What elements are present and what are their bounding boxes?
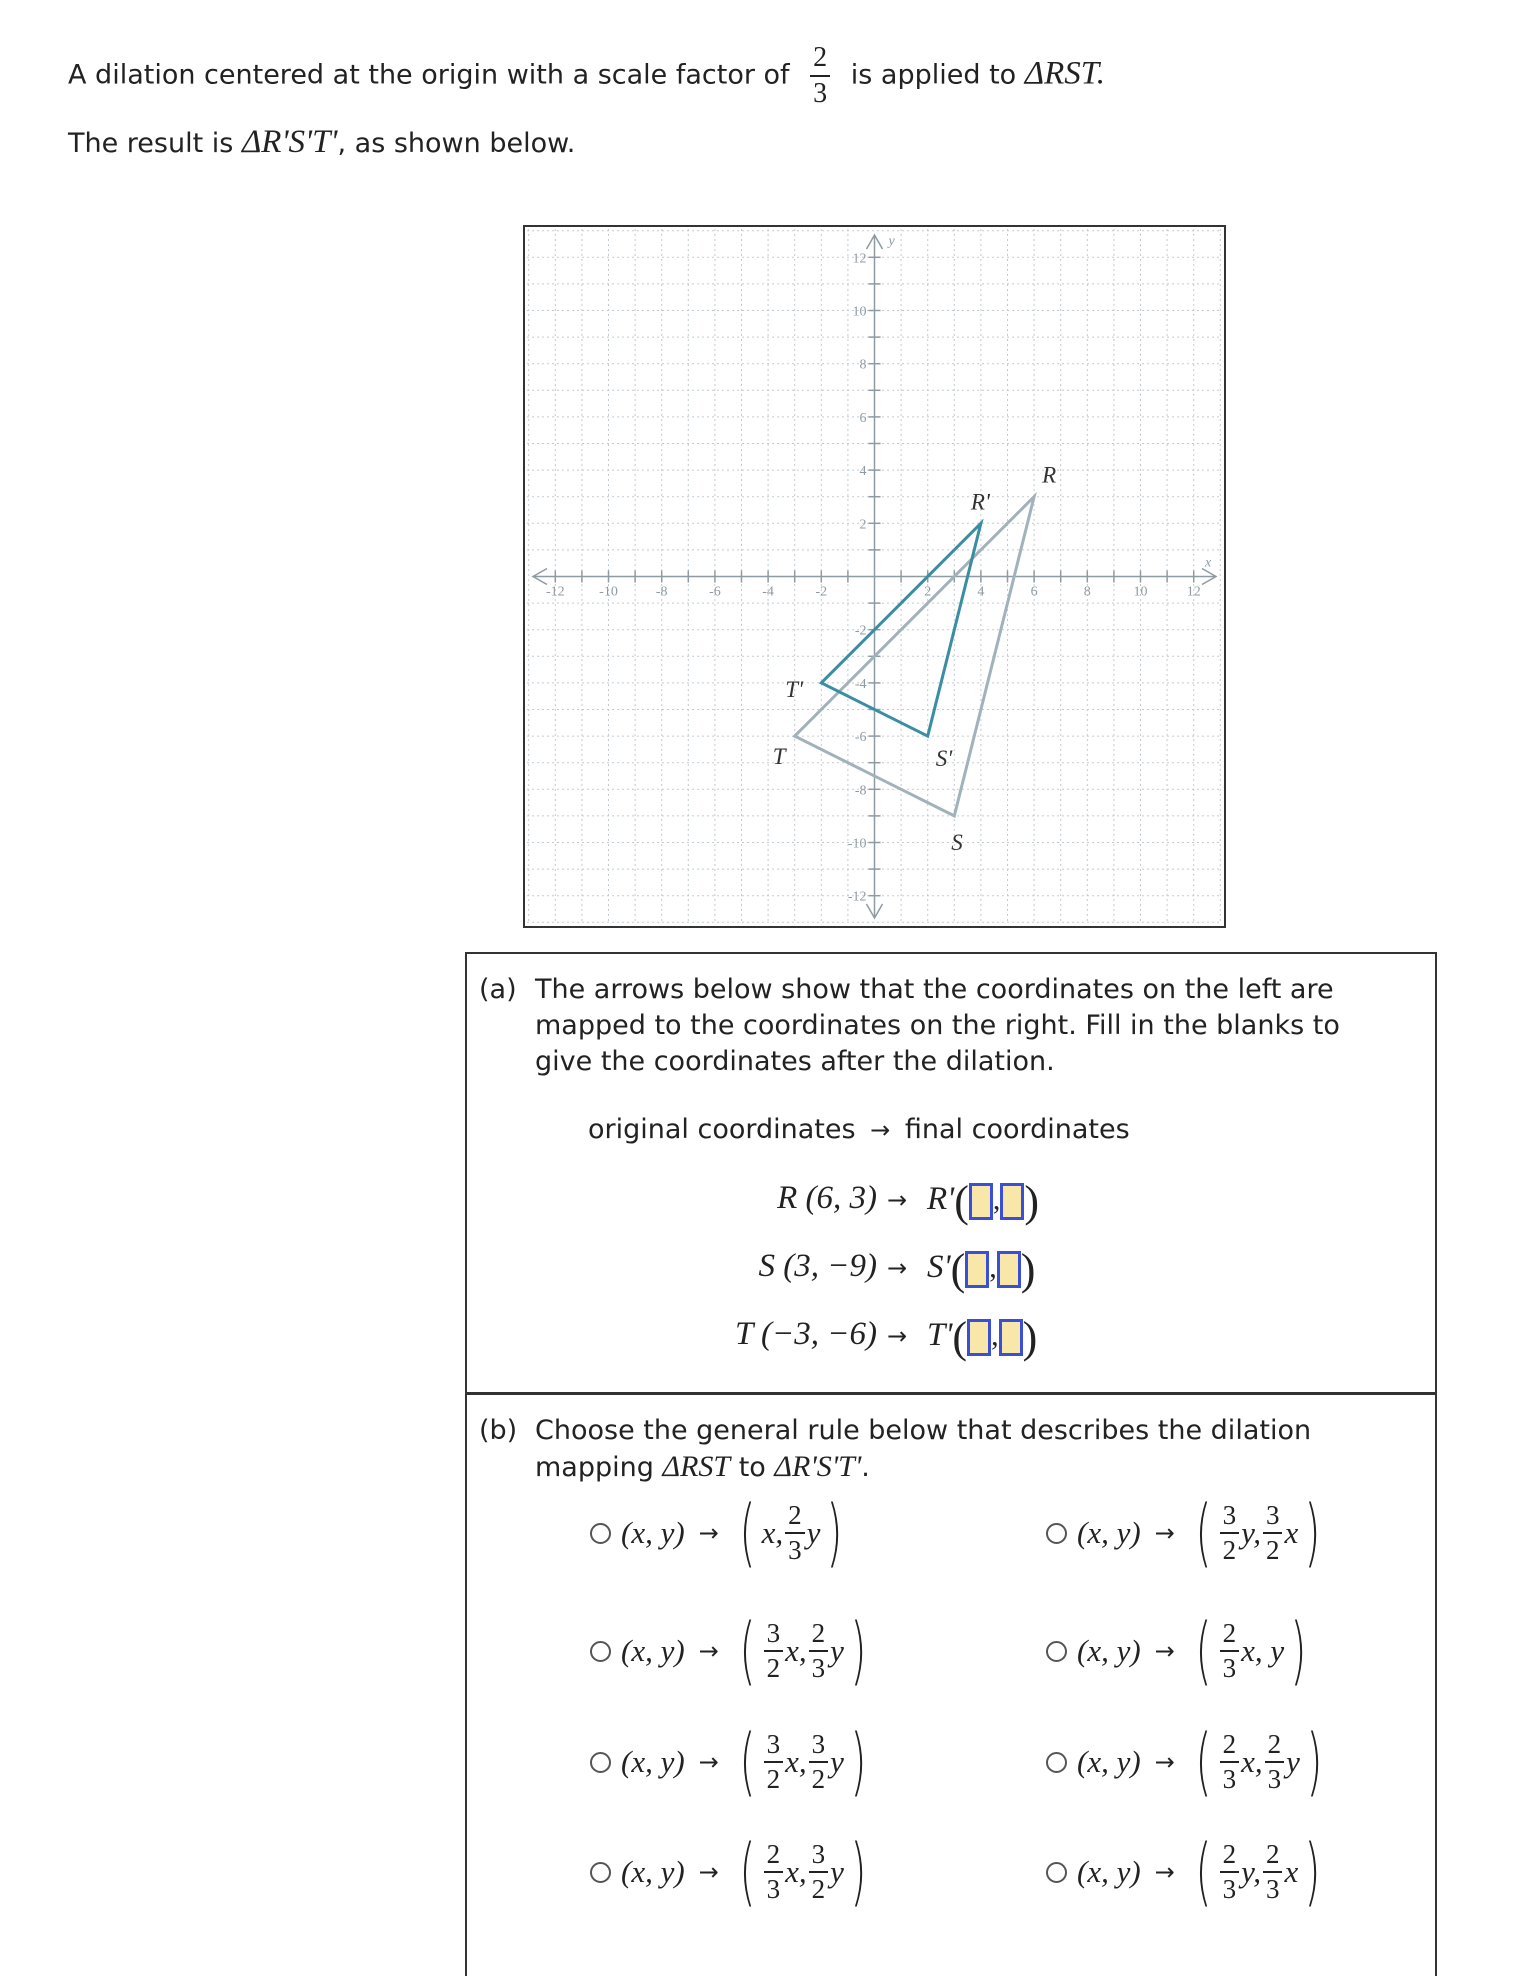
rule-coef-b-numerator: 2 [785,1502,805,1534]
image-r-label: R' [927,1181,955,1218]
scale-factor-denominator: 3 [813,78,828,109]
image-s-label: S' [927,1249,951,1286]
rule-coef-a-denominator: 3 [1222,1874,1237,1904]
rule-term-a: x, y [1241,1633,1285,1668]
big-close-paren: ) [1304,1490,1321,1576]
rule-domain: (x, y) [1077,1515,1141,1550]
part-b-text-to: to [738,1452,766,1483]
rule-domain: (x, y) [621,1515,685,1550]
y-tick-label: 2 [859,517,867,533]
scale-factor-fraction [810,44,830,108]
y-tick-label: -6 [854,730,867,746]
big-close-paren: ) [850,1829,867,1915]
radio-button[interactable] [590,1641,611,1662]
part-b-label: (b) [479,1415,518,1446]
rule-coef-b-numerator: 3 [809,1841,829,1873]
rule-coef-a-numerator: 3 [764,1731,784,1763]
x-tick-label: -6 [709,584,721,600]
rule-domain: (x, y) [621,1854,685,1889]
image-t-label: T' [927,1317,953,1354]
radio-button[interactable] [1046,1641,1067,1662]
rule-coef-a [764,1620,784,1682]
intro-text-1: A dilation centered at the origin with a scale factor of [68,59,790,91]
rule-coef-b-numerator: 2 [1265,1731,1285,1763]
intro-line-1 [68,44,1105,108]
vertex-label-r: R [1042,462,1057,488]
x-tick-label: -8 [655,584,668,600]
triangle-image-name: ΔR'S'T' [241,124,338,160]
part-a-label: (a) [479,974,517,1005]
radio-button[interactable] [590,1752,611,1773]
arrow-s-icon: → [887,1254,908,1282]
y-tick-label: 8 [859,357,867,373]
rule-coef-a-denominator: 2 [766,1764,781,1794]
blank-s-x[interactable] [965,1251,989,1288]
vertex-label-r-prime: R' [970,489,990,515]
open-paren: ( [950,1245,966,1294]
rule-term-a: y, [1241,1854,1261,1889]
rule-term-b: y [1286,1744,1300,1779]
rule-term-a: x, [785,1854,807,1889]
part-b-question [479,1413,1419,1486]
big-open-paren: ( [1195,1608,1212,1694]
x-tick-label: -10 [599,584,618,600]
open-paren: ( [954,1177,969,1226]
rule-coef-b-denominator: 3 [1267,1764,1282,1794]
part-b-text-a: Choose the general rule below that describes the dilation mapping [535,1415,1312,1483]
mapping-header [588,1114,1130,1145]
part-b-text [535,1413,1405,1486]
original-s: S (3, −9) [758,1248,877,1284]
rule-option-3[interactable] [590,1608,873,1694]
rule-option-5[interactable] [590,1719,873,1805]
y-tick-label: 6 [859,410,867,426]
big-open-paren: ( [739,1608,756,1694]
arrow-t-icon: → [887,1322,908,1350]
radio-button[interactable] [590,1523,611,1544]
radio-button[interactable] [1046,1862,1067,1883]
rule-domain: (x, y) [1077,1854,1141,1889]
rule-coef-b [809,1841,829,1903]
rule-coef-a-denominator: 2 [1222,1535,1237,1565]
part-a-text: The arrows below show that the coordinates on the left are mapped to the coordinates on the right. Fill in the blanks to give the coordinates after the dilation. [535,974,1340,1077]
vertex-label-t: T [772,744,786,770]
rule-arrow-icon: → [698,1858,719,1886]
rule-option-4[interactable] [1046,1608,1313,1694]
rule-term-a: x, [1241,1744,1263,1779]
rule-coef-b-numerator: 2 [1263,1841,1283,1873]
rule-arrow-icon: → [698,1748,719,1776]
y-tick-label: 12 [852,251,867,267]
rule-coef-a-denominator: 2 [766,1653,781,1683]
rule-term-b: x [1284,1854,1299,1889]
part-b-tri-orig: ΔRST [662,1450,731,1483]
mapping-row-s [467,1244,1439,1294]
intro-text-4: , as shown below. [337,128,576,159]
mapping-row-r [467,1176,1439,1226]
rule-option-7[interactable] [590,1829,873,1915]
rule-coef-b [1263,1502,1283,1564]
x-axis-label: x [1205,555,1212,571]
scale-factor-numerator: 2 [810,44,830,77]
coordinate-graph [523,225,1226,928]
big-close-paren: ) [826,1490,843,1576]
part-b-panel [465,1393,1437,1976]
rule-coef-a [1220,1841,1240,1903]
intro-line-2 [68,124,575,161]
big-open-paren: ( [739,1490,756,1576]
y-tick-label: -4 [854,676,867,692]
rule-term-a: x, [785,1744,807,1779]
rule-arrow-icon: → [1154,1637,1175,1665]
rule-coef-b-denominator: 2 [811,1874,826,1904]
big-open-paren: ( [739,1719,756,1805]
rule-coef-a [1220,1620,1240,1682]
y-tick-label: 4 [859,464,867,480]
rule-option-1[interactable] [590,1490,849,1576]
rule-coef-b [1265,1731,1285,1793]
big-open-paren: ( [739,1829,756,1915]
vertex-label-t-prime: T' [785,676,804,702]
rule-arrow-icon: → [1154,1519,1175,1547]
big-close-paren: ) [1290,1608,1307,1694]
big-close-paren: ) [850,1608,867,1694]
triangle-original-name: ΔRST. [1024,55,1105,92]
rule-coef-a-denominator: 3 [1222,1653,1237,1683]
rule-coef-a-numerator: 2 [1220,1841,1240,1873]
rule-arrow-icon: → [698,1519,719,1547]
header-final: final coordinates [904,1114,1130,1145]
rule-term-b: x [1284,1515,1299,1550]
rule-coef-a-denominator: 3 [766,1874,781,1904]
rule-coef-a [764,1731,784,1793]
rule-coef-b-numerator: 3 [809,1731,829,1763]
rule-term-b: y [806,1515,821,1550]
rule-coef-a [764,1841,784,1903]
answer-t: T'( , ) [927,1313,1038,1362]
radio-button[interactable] [590,1862,611,1883]
rule-term-b: y [830,1633,844,1668]
blank-r-y[interactable] [1000,1183,1024,1220]
part-a-question [479,972,1419,1080]
mapping-row-t [467,1312,1439,1362]
vertex-label-s-prime: S' [935,746,953,772]
open-paren: ( [952,1313,968,1362]
big-close-paren: ) [850,1719,867,1805]
big-open-paren: ( [1195,1829,1212,1915]
rule-coef-b-numerator: 2 [809,1620,829,1652]
rule-coef-a-numerator: 2 [1220,1620,1240,1652]
rule-coef-b-denominator: 3 [811,1653,826,1683]
close-paren: ) [1022,1313,1038,1362]
rule-coef-b-numerator: 3 [1263,1502,1283,1534]
rule-coef-b [809,1731,829,1793]
rule-coef-b-denominator: 3 [1265,1874,1280,1904]
header-original: original coordinates [588,1114,856,1145]
x-tick-label: 8 [1083,584,1091,600]
rule-coef-b-denominator: 2 [811,1764,826,1794]
rule-option-6[interactable] [1046,1719,1329,1805]
part-b-tri-image: ΔR'S'T' [774,1450,862,1483]
rule-coef-b [1263,1841,1283,1903]
intro-text-3: The result is [68,128,234,159]
y-tick-label: 10 [852,304,867,320]
vertex-label-s: S [951,829,963,855]
rule-coef-a-numerator: 3 [1220,1502,1240,1534]
x-tick-label: 4 [977,584,985,600]
x-tick-label: -12 [545,584,565,600]
rule-term-b: y [830,1854,844,1889]
rule-coef-b [809,1620,829,1682]
rule-term-a: y, [1241,1515,1261,1550]
rule-coef-a [1220,1502,1240,1564]
close-paren: ) [1024,1177,1040,1226]
big-open-paren: ( [1195,1719,1212,1805]
radio-button[interactable] [1046,1752,1067,1773]
part-a-panel [465,952,1437,1394]
x-tick-label: -2 [815,584,828,600]
rule-coef-b-denominator: 2 [1265,1535,1280,1565]
blank-r-x[interactable] [969,1183,993,1220]
x-tick-label: -4 [762,584,774,600]
intro-text-2: is applied to [850,59,1017,91]
rule-option-8[interactable] [1046,1829,1327,1915]
rule-domain: (x, y) [621,1744,685,1779]
part-b-text-end: . [861,1452,870,1483]
rule-option-2[interactable] [1046,1490,1327,1576]
big-close-paren: ) [1304,1829,1321,1915]
rule-arrow-icon: → [1154,1748,1175,1776]
y-tick-label: -12 [847,889,867,905]
rule-coef-a-numerator: 2 [764,1841,784,1873]
rule-term-b: y [830,1744,844,1779]
radio-button[interactable] [1046,1523,1067,1544]
answer-r: R'( , ) [927,1177,1040,1226]
rule-coef-b [785,1502,805,1564]
rule-domain: (x, y) [621,1633,685,1668]
header-arrow-icon: → [870,1116,891,1144]
rule-coef-b-denominator: 3 [788,1535,802,1565]
x-tick-label: 6 [1030,584,1038,600]
y-tick-label: -10 [847,836,867,852]
rule-coef-a-denominator: 3 [1222,1764,1237,1794]
rule-coef-a-numerator: 2 [1220,1731,1240,1763]
blank-t-y[interactable] [999,1319,1023,1356]
x-tick-label: 12 [1186,584,1201,600]
big-open-paren: ( [1195,1490,1212,1576]
original-r: R (6, 3) [777,1180,877,1216]
rule-arrow-icon: → [698,1637,719,1665]
x-tick-label: 10 [1133,584,1148,600]
arrow-r-icon: → [887,1186,908,1214]
close-paren: ) [1020,1245,1036,1294]
y-tick-label: -8 [854,783,867,799]
answer-s: S'( , ) [927,1245,1036,1294]
y-tick-label: -2 [854,623,867,639]
rule-coef-a [1220,1731,1240,1793]
original-t: T (−3, −6) [734,1316,877,1352]
y-axis-label: y [888,234,895,249]
rule-domain: (x, y) [1077,1744,1141,1779]
rule-domain: (x, y) [1077,1633,1141,1668]
rule-arrow-icon: → [1154,1858,1175,1886]
blank-t-x[interactable] [967,1319,991,1356]
x-tick-label: 2 [924,584,932,600]
rule-coef-a-numerator: 3 [764,1620,784,1652]
blank-s-y[interactable] [997,1251,1021,1288]
big-close-paren: ) [1306,1719,1323,1805]
rule-term-a: x, [761,1515,784,1550]
rule-term-a: x, [785,1633,807,1668]
